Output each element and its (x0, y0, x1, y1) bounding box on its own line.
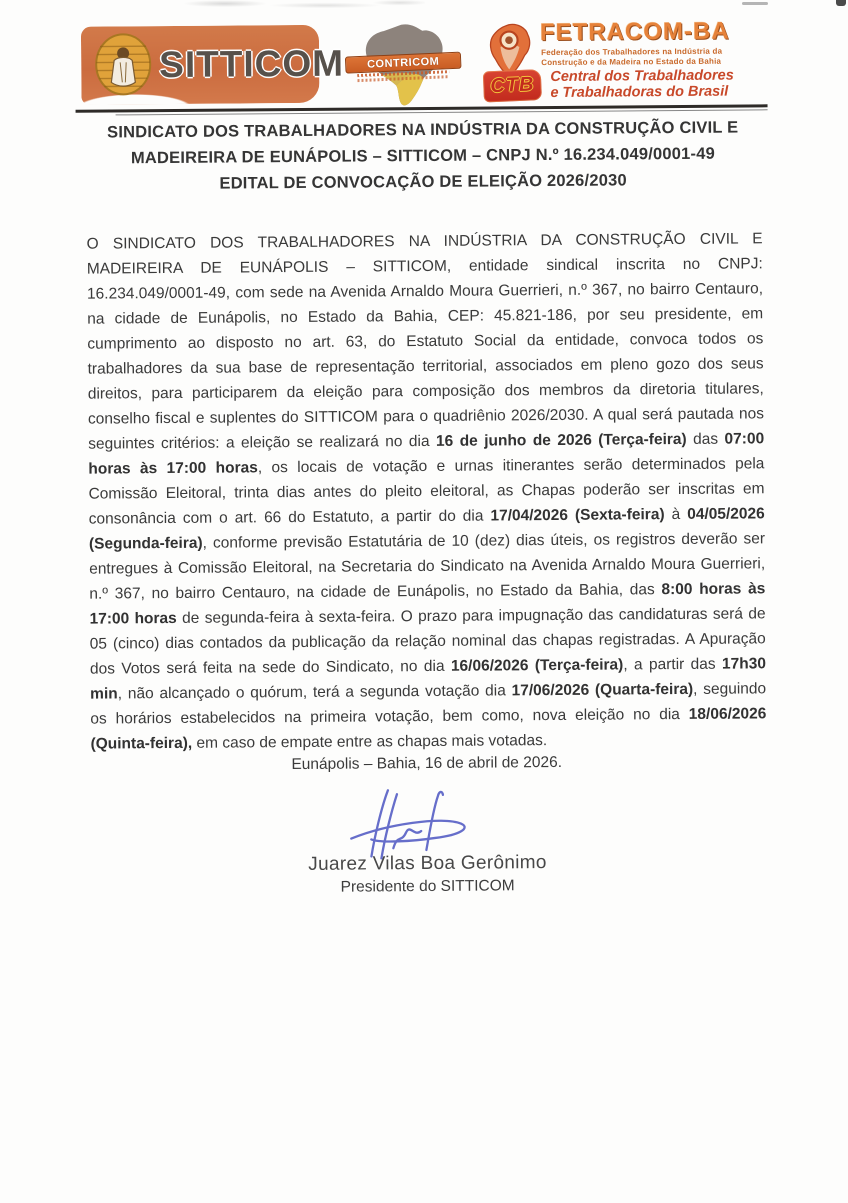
ctb-caption (550, 68, 734, 101)
body-bold-segment: 17/04/2026 (Sexta-feira) (490, 506, 664, 524)
ctb-badge-icon (483, 69, 542, 102)
ctb-logo (483, 68, 734, 102)
body-segment: , seguindo os horários estabelecidos na primeira votação, bem como, nova eleição no dia (90, 680, 766, 727)
document-title-line3: EDITAL DE CONVOCAÇÃO DE ELEIÇÃO 2026/2030 (85, 166, 761, 197)
document-title-line1: SINDICATO DOS TRABALHADORES NA INDÚSTRIA DA CONSTRUÇÃO CIVIL E (85, 114, 761, 145)
body-bold-segment: 17h30 min (90, 655, 766, 702)
signature-ink (341, 786, 476, 861)
body-segment: de segunda-feira à sexta-feira. O prazo para impugnação das candidaturas será de 05 (cinco) dias contados da publicação da relação nominal das chapas registradas. A Apuração dos Votos será feita na sede do Sindicato, no dia (90, 605, 766, 677)
body-segment: O SINDICATO DOS TRABALHADORES NA INDÚSTRIA DA CONSTRUÇÃO CIVIL E MADEIREIRA DE EUNÁPOLIS – SITTICOM, entidade sindical inscrita no CNPJ: 16.234.049/0001-49, com sede na Avenida Arnaldo Moura Guerrieri, n.º 367, no bairro Centauro, na cidade de Eunápolis, no Estado da Bahia, CEP: 45.821-186, por seu presidente, em cumprimento ao disposto no art. 63, do Estatuto Social da entidade, convoca todos os trabalhadores da sua base de representação territorial, associados em pleno gozo dos seus direitos, para participarem da eleição para composição dos membros da diretoria titulares, conselho fiscal e suplentes do SITTICOM para o quadriênio 2026/2030. A qual será pautada nos seguintes critérios: a eleição se realizará no dia (87, 230, 764, 452)
sitticom-logo-text: SITTICOM (159, 43, 344, 86)
body-bold-segment: 8:00 horas às 17:00 horas (89, 580, 765, 627)
ctb-badge-text: CTB (490, 73, 535, 98)
document-title-line2: MADEIREIRA DE EUNÁPOLIS – SITTICOM – CNPJ N.º 16.234.049/0001-49 (85, 140, 761, 171)
body-segment: das (687, 431, 725, 448)
body-segment: , conforme previsão Estatutária de 10 (dez) dias úteis, os registros deverão ser entregues à Comissão Eleitoral, na Secretaria do Sindicato na Avenida Arnaldo Moura Guerrieri, n.º 367, no bairro Centauro, na cidade de Eunápolis, no Estado da Bahia, das (89, 530, 765, 602)
ctb-caption-line2: e Trabalhadoras do Brasil (550, 84, 734, 101)
contricom-logo-text: CONTRICOM (367, 55, 440, 70)
sitticom-logo (81, 25, 320, 105)
dateline: Eunápolis – Bahia, 16 de abril de 2026. (3, 752, 848, 777)
fetracom-logo (483, 17, 774, 111)
document-title (85, 114, 762, 197)
letterhead (0, 0, 846, 115)
body-bold-segment: 07:00 horas às 17:00 horas (88, 430, 764, 477)
signatory-name: Juarez Vilas Boa Gerônimo (3, 850, 848, 879)
body-bold-segment: 18/06/2026 (Quinta-feira), (90, 705, 766, 752)
body-segment: à (665, 506, 688, 523)
edital-body-paragraph (87, 226, 767, 756)
body-segment: em caso de empate entre as chapas mais votadas. (192, 732, 547, 752)
ctb-caption-line1: Central dos Trabalhadores (550, 68, 734, 85)
worker-oval-icon (94, 32, 153, 96)
body-bold-segment: 16 de junho de 2026 (Terça-feira) (436, 431, 687, 450)
body-segment: , a partir das (623, 656, 722, 674)
body-segment: , os locais de votação e urnas itinerantes serão determinados pela Comissão Eleitoral, trinta dias antes do pleito eleitoral, as Chapas poderão ser inscritas em consonância com o art. 66 do Estatuto, a partir do dia (89, 455, 765, 527)
fetracom-subtitle-line2: Construção e da Madeira no Estado da Bahia (541, 56, 761, 68)
fetracom-title-text: FETRACOM-BA (540, 18, 730, 47)
contricom-logo (345, 22, 462, 111)
body-bold-segment: 04/05/2026 (Segunda-feira) (89, 505, 765, 552)
body-bold-segment: 17/06/2026 (Quarta-feira) (512, 681, 694, 699)
fetracom-subtitle-line1: Federação dos Trabalhadores na Indústria da (541, 46, 761, 58)
body-segment: , não alcançado o quórum, terá a segunda votação dia (118, 682, 512, 702)
body-bold-segment: 16/06/2026 (Terça-feira) (451, 656, 624, 674)
signatory-role: Presidente do SITTICOM (4, 875, 848, 900)
